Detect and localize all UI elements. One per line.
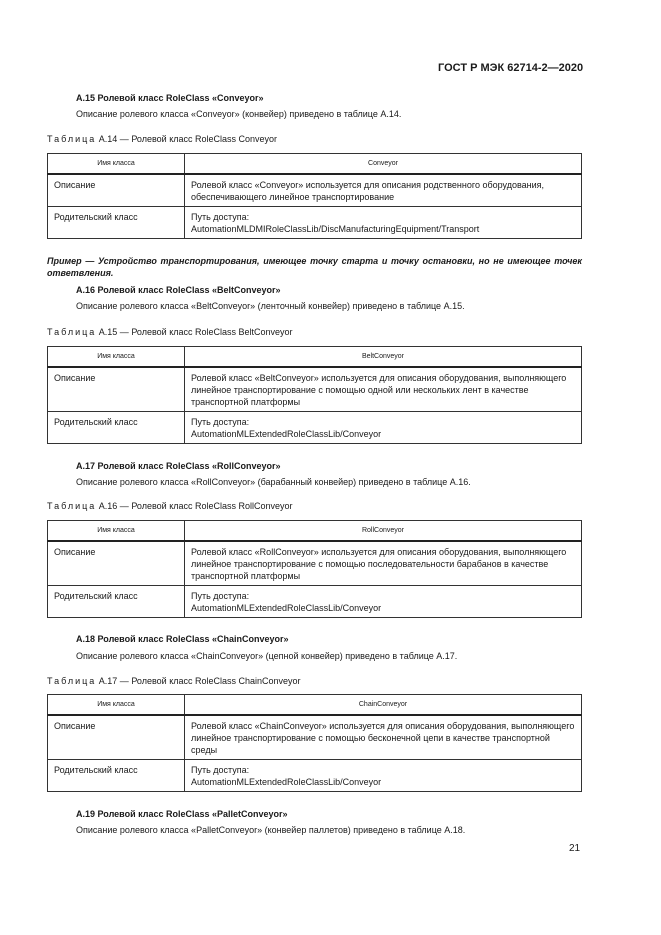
section-heading: А.17 Ролевой класс RoleClass «RollConveyor» <box>76 461 281 471</box>
caption-prefix: Таблица <box>47 327 97 337</box>
path-value: AutomationMLExtendedRoleClassLib/Conveyor <box>191 429 382 439</box>
parent-class-label: Родительский класс <box>48 586 185 618</box>
section-text: Описание ролевого класса «RollConveyor» (барабанный конвейер) приведено в таблице А.16. <box>76 477 471 487</box>
example-note: Пример — Устройство транспортирования, имеющее точку старта и точку остановки, но не имеющее точек ответвления. <box>47 256 582 278</box>
path-label: Путь доступа: <box>191 212 250 222</box>
description-cell: Ролевой класс «RollConveyor» используется для описания оборудования, выполняющего линейное транспортирование с помощью последовательности барабанов в качестве транспортной платформы <box>185 541 582 586</box>
caption-prefix: Таблица <box>47 501 97 511</box>
table-caption <box>47 327 293 337</box>
table-row <box>48 412 582 444</box>
caption-text: А.17 — Ролевой класс RoleClass ChainConveyor <box>96 676 301 686</box>
parent-class-cell <box>185 207 582 239</box>
table-row <box>48 586 582 618</box>
col-header-class-name: Имя класса <box>48 695 185 716</box>
parent-class-cell <box>185 760 582 792</box>
description-label: Описание <box>48 541 185 586</box>
section-text: Описание ролевого класса «Conveyor» (конвейер) приведено в таблице А.14. <box>76 109 402 119</box>
table-header-row <box>48 521 582 542</box>
table-header-row <box>48 695 582 716</box>
description-label: Описание <box>48 367 185 412</box>
caption-text: А.15 — Ролевой класс RoleClass BeltConveyor <box>96 327 293 337</box>
section-text: Описание ролевого класса «ChainConveyor» (цепной конвейер) приведено в таблице А.17. <box>76 651 458 661</box>
col-header-class-name: Имя класса <box>48 154 185 175</box>
section-text: Описание ролевого класса «PalletConveyor» (конвейер паллетов) приведено в таблице А.18. <box>76 825 466 835</box>
description-label: Описание <box>48 715 185 760</box>
section-heading: А.19 Ролевой класс RoleClass «PalletConveyor» <box>76 809 288 819</box>
table-caption <box>47 134 277 144</box>
description-cell: Ролевой класс «Conveyor» используется для описания родственного оборудования, обеспечивающего линейное транспортирование <box>185 174 582 207</box>
col-header-class-name: Имя класса <box>48 521 185 542</box>
table-row <box>48 207 582 239</box>
parent-class-label: Родительский класс <box>48 412 185 444</box>
caption-prefix: Таблица <box>47 676 97 686</box>
path-value: AutomationMLExtendedRoleClassLib/Conveyor <box>191 777 382 787</box>
parent-class-label: Родительский класс <box>48 760 185 792</box>
table-row <box>48 715 582 760</box>
parent-class-label: Родительский класс <box>48 207 185 239</box>
section-text: Описание ролевого класса «BeltConveyor» (ленточный конвейер) приведено в таблице А.15. <box>76 301 465 311</box>
class-name-cell: Conveyor <box>185 154 582 175</box>
section-heading: А.16 Ролевой класс RoleClass «BeltConveyor» <box>76 285 281 295</box>
table-row <box>48 760 582 792</box>
table-a16 <box>47 520 582 618</box>
class-name-cell: BeltConveyor <box>185 347 582 368</box>
table-row <box>48 367 582 412</box>
class-name-cell: RollConveyor <box>185 521 582 542</box>
page-number: 21 <box>569 843 581 854</box>
table-row <box>48 541 582 586</box>
table-a15 <box>47 346 582 444</box>
class-name-cell: ChainConveyor <box>185 695 582 716</box>
description-cell: Ролевой класс «ChainConveyor» используется для описания оборудования, выполняющего линейное транспортирование с помощью бесконечной цепи в качестве транспортной среды <box>185 715 582 760</box>
table-caption <box>47 501 293 511</box>
path-value: AutomationMLExtendedRoleClassLib/Conveyor <box>191 603 382 613</box>
path-label: Путь доступа: <box>191 765 250 775</box>
table-header-row <box>48 347 582 368</box>
path-value: AutomationMLDMIRoleClassLib/DiscManufacturingEquipment/Transport <box>191 224 480 234</box>
description-cell: Ролевой класс «BeltConveyor» используется для описания оборудования, выполняющего линейное транспортирование с помощью одной или нескольких лент в качестве транспортной платформы <box>185 367 582 412</box>
description-label: Описание <box>48 174 185 207</box>
caption-prefix: Таблица <box>47 134 97 144</box>
table-row <box>48 174 582 207</box>
section-heading: А.15 Ролевой класс RoleClass «Conveyor» <box>76 93 264 103</box>
caption-text: А.16 — Ролевой класс RoleClass RollConveyor <box>96 501 293 511</box>
document-header: ГОСТ Р МЭК 62714-2—2020 <box>438 62 584 74</box>
table-a17 <box>47 694 582 792</box>
parent-class-cell <box>185 586 582 618</box>
col-header-class-name: Имя класса <box>48 347 185 368</box>
section-heading: А.18 Ролевой класс RoleClass «ChainConveyor» <box>76 634 289 644</box>
table-caption <box>47 676 301 686</box>
parent-class-cell <box>185 412 582 444</box>
table-a14 <box>47 153 582 239</box>
path-label: Путь доступа: <box>191 591 250 601</box>
path-label: Путь доступа: <box>191 417 250 427</box>
caption-text: А.14 — Ролевой класс RoleClass Conveyor <box>96 134 278 144</box>
table-header-row <box>48 154 582 175</box>
